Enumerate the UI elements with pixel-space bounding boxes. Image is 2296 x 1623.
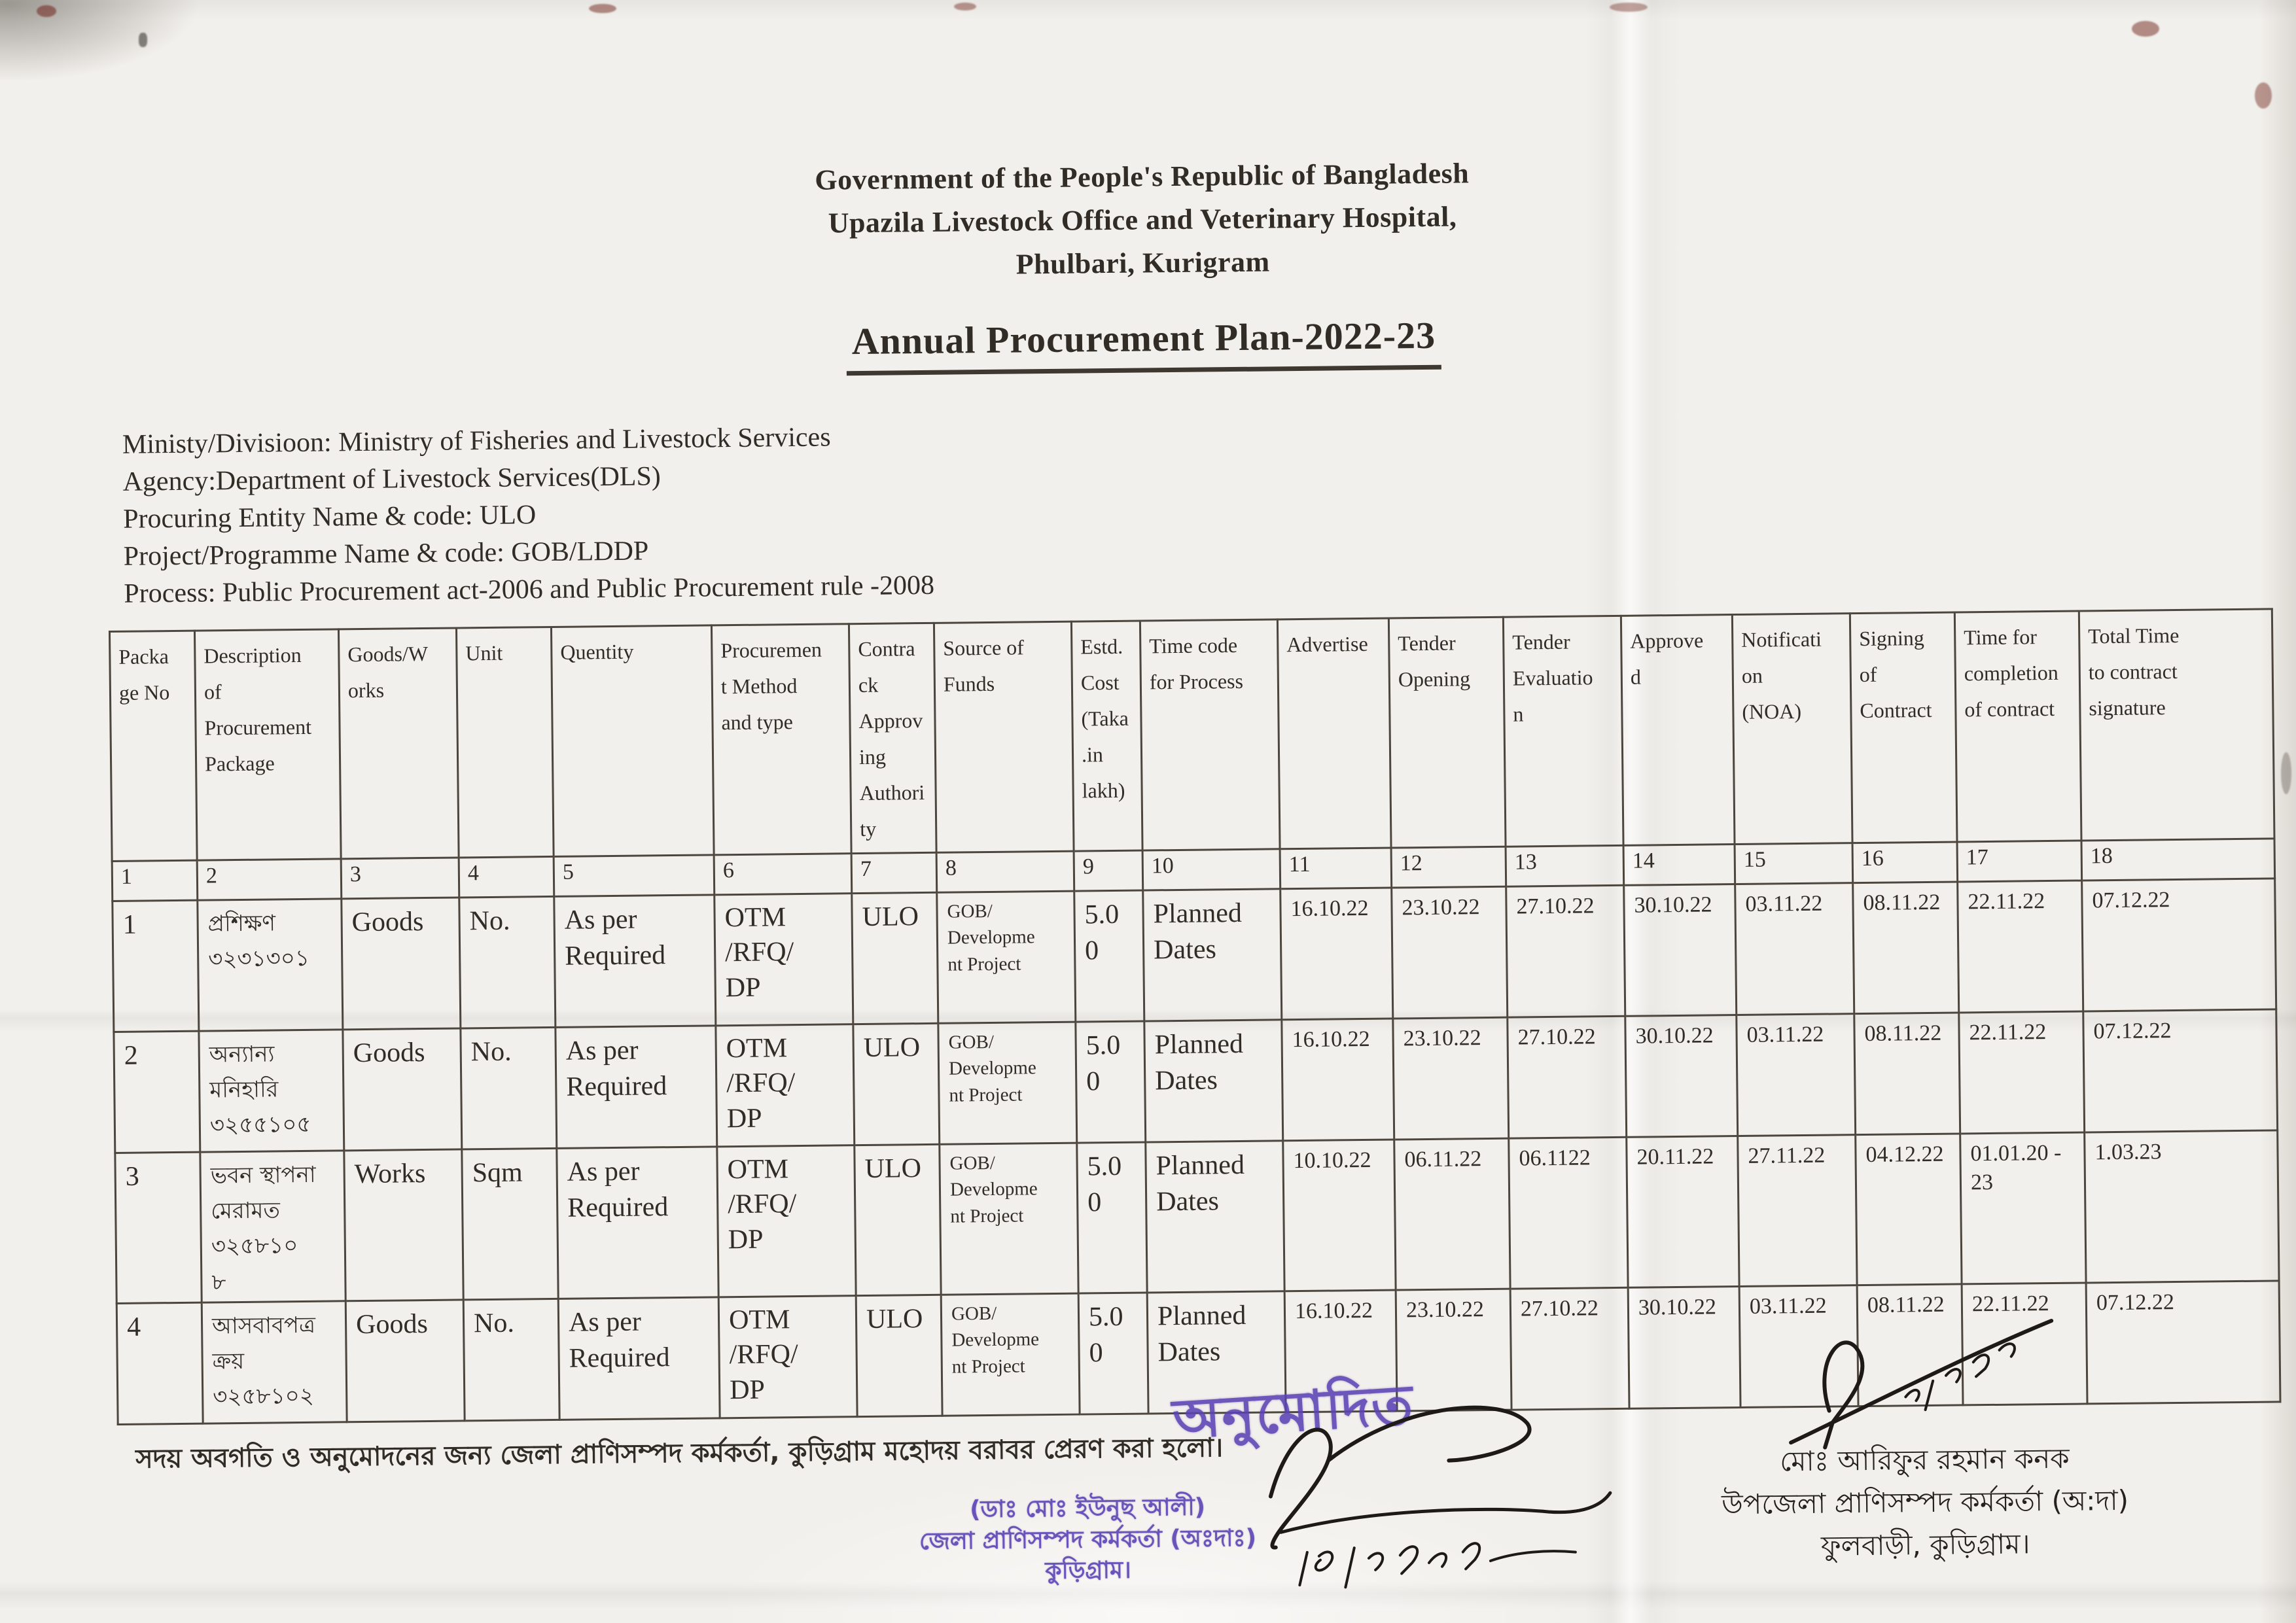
cell-total-time-row4: 07.12.22 [2086, 1280, 2280, 1403]
col-header-time-code: Time code for Process [1140, 619, 1280, 850]
col-number-source-of-funds: 8 [936, 851, 1074, 892]
cell-signing-of-contract-row4: 08.11.22 [1857, 1283, 1963, 1406]
cell-unit-row2: No. [461, 1027, 557, 1149]
forwarding-note: সদয় অবগতি ও অনুমোদনের জন্য জেলা প্রাণিসম্পদ কর্মকর্তা, কুড়িগ্রাম মহোদয় বরাবর প্রেরণ করা হলো। [135, 1432, 1224, 1475]
stamp-officer-district: কুড়িগ্রাম। [1045, 1556, 1132, 1585]
cell-estd-cost-row2: 5.0 0 [1076, 1021, 1146, 1143]
cell-advertise-row2: 16.10.22 [1282, 1019, 1394, 1141]
col-number-notification-noa: 15 [1735, 843, 1853, 884]
package-row-2 [114, 1009, 2278, 1153]
col-header-estd-cost: Estd. Cost (Taka .in lakh) [1071, 621, 1142, 851]
col-number-goods-works: 3 [341, 858, 459, 899]
meta-ministry: Ministy/Divisioon: Ministry of Fisheries and Livestock Services [122, 422, 831, 460]
procurement-plan-table [109, 608, 2282, 1425]
cell-source-of-funds-row1: GOB/ Developme nt Project [937, 891, 1076, 1023]
col-number-tender-opening: 12 [1391, 846, 1506, 888]
cell-time-code-row2: Planned Dates [1144, 1019, 1283, 1142]
col-number-unit: 4 [459, 856, 554, 898]
cell-time-code-row1: Planned Dates [1143, 888, 1282, 1021]
col-header-tender-opening: Tender Opening [1388, 617, 1506, 848]
col-header-goods-works: Goods/W orks [338, 628, 459, 859]
cell-estd-cost-row4: 5.0 0 [1078, 1293, 1148, 1414]
col-header-time-for-completion: Time for completion of contract [1954, 611, 2081, 842]
org-line-location: Phulbari, Kurigram [1016, 245, 1270, 281]
col-number-contract-approving-authority: 7 [851, 852, 937, 893]
cell-advertise-row4: 16.10.22 [1284, 1290, 1397, 1412]
cell-estd-cost-row1: 5.0 0 [1074, 890, 1144, 1022]
cell-notification-noa-row2: 03.11.22 [1737, 1013, 1856, 1136]
cell-description-row2: অন্যান্য মনিহারি ৩২৫৫১০৫ [199, 1029, 344, 1151]
cell-procurement-method-row4: OTM /RFQ/ DP [718, 1295, 857, 1418]
cell-approved-row2: 30.10.22 [1625, 1015, 1738, 1137]
title-wrap [0, 304, 2292, 385]
col-header-procurement-method: Procuremen t Method and type [711, 623, 851, 854]
right-officer-name: মোঃ আরিফুর রহমান কনক [1779, 1442, 2070, 1478]
col-header-tender-evaluation: Tender Evaluatio n [1503, 616, 1623, 846]
stamp-officer-name: (ডাঃ মোঃ ইউনুছ আলী) [969, 1493, 1206, 1524]
org-line-government: Government of the People's Republic of Bangladesh [815, 157, 1470, 196]
col-header-source-of-funds: Source of Funds [934, 621, 1074, 852]
col-number-description: 2 [197, 858, 342, 899]
cell-package-no-row1: 1 [113, 900, 199, 1032]
cell-contract-approving-authority-row2: ULO [853, 1023, 940, 1145]
col-header-description: Description of Procurement Package [194, 629, 341, 860]
cell-tender-opening-row2: 23.10.22 [1393, 1017, 1509, 1140]
right-officer-location: ফুলবাড়ী, কুড়িগ্রাম। [1820, 1527, 2030, 1562]
col-number-advertise: 11 [1280, 848, 1392, 889]
cell-goods-works-row4: Goods [345, 1299, 465, 1422]
table-header-row [109, 608, 2274, 861]
cell-package-no-row2: 2 [114, 1031, 200, 1153]
col-header-package-no: Packa ge No [109, 631, 197, 861]
col-header-unit: Unit [456, 627, 554, 857]
cell-tender-evaluation-row3: 06.1122 [1509, 1137, 1628, 1289]
officer-stamp-block [852, 1491, 1324, 1589]
stamp-officer-title: জেলা প্রাণিসম্পদ কর্মকর্তা (অঃদাঃ) [919, 1524, 1257, 1555]
cell-package-no-row3: 3 [115, 1152, 202, 1303]
cell-goods-works-row3: Works [344, 1149, 463, 1300]
col-header-quantity: Quentity [551, 625, 714, 856]
cell-time-for-completion-row2: 22.11.22 [1959, 1011, 2085, 1134]
cell-total-time-row2: 07.12.22 [2083, 1009, 2278, 1132]
cell-notification-noa-row4: 03.11.22 [1739, 1285, 1858, 1407]
cell-description-row4: আসবাবপত্র ক্রয় ৩২৫৮১০২ [202, 1300, 347, 1423]
cell-total-time-row3: 1.03.23 [2085, 1130, 2279, 1282]
cell-tender-opening-row3: 06.11.22 [1394, 1138, 1510, 1290]
approved-stamp: অনুমোদিত [1171, 1372, 1416, 1452]
cell-total-time-row1: 07.12.22 [2082, 878, 2276, 1011]
col-header-notification-noa: Notificati on (NOA) [1732, 613, 1852, 844]
col-number-quantity: 5 [554, 854, 715, 896]
cell-unit-row4: No. [463, 1299, 559, 1421]
cell-package-no-row4: 4 [116, 1302, 203, 1424]
cell-unit-row3: Sqm [462, 1148, 558, 1300]
cell-tender-opening-row4: 23.10.22 [1396, 1289, 1511, 1411]
cell-contract-approving-authority-row1: ULO [852, 892, 938, 1024]
cell-unit-row1: No. [459, 896, 556, 1028]
meta-agency: Agency:Department of Livestock Services(DLS) [122, 461, 662, 497]
package-row-1 [113, 878, 2276, 1032]
cell-time-code-row4: Planned Dates [1147, 1291, 1286, 1413]
cell-signing-of-contract-row3: 04.12.22 [1856, 1134, 1962, 1285]
cell-signing-of-contract-row1: 08.11.22 [1853, 882, 1959, 1014]
cell-estd-cost-row3: 5.0 0 [1077, 1142, 1147, 1293]
meta-project: Project/Programme Name & code: GOB/LDDP [123, 536, 649, 572]
cell-description-row1: প্রশিক্ষণ ৩২৩১৩০১ [198, 898, 343, 1030]
cell-procurement-method-row2: OTM /RFQ/ DP [716, 1024, 855, 1146]
col-number-signing-of-contract: 16 [1852, 842, 1958, 883]
col-number-procurement-method: 6 [714, 853, 852, 894]
col-header-signing-of-contract: Signing of Contract [1850, 612, 1957, 843]
cell-approved-row4: 30.10.22 [1628, 1286, 1740, 1408]
cell-notification-noa-row3: 27.11.22 [1738, 1134, 1857, 1286]
cell-goods-works-row1: Goods [342, 898, 461, 1030]
right-officer-title: উপজেলা প্রাণিসম্পদ কর্মকর্তা (অ:দা) [1721, 1484, 2129, 1521]
cell-signing-of-contract-row2: 08.11.22 [1854, 1013, 1960, 1135]
cell-goods-works-row2: Goods [343, 1028, 462, 1151]
cell-procurement-method-row1: OTM /RFQ/ DP [715, 893, 853, 1025]
col-header-advertise: Advertise [1277, 618, 1391, 849]
cell-description-row3: ভবন স্থাপনা মেরামত ৩২৫৮১০ ৮ [200, 1150, 345, 1302]
cell-source-of-funds-row2: GOB/ Developme nt Project [938, 1022, 1077, 1144]
col-number-time-code: 10 [1142, 848, 1280, 890]
col-number-total-time: 18 [2081, 838, 2275, 880]
col-number-time-for-completion: 17 [1957, 841, 2082, 882]
meta-block [122, 404, 2295, 613]
cell-approved-row1: 30.10.22 [1624, 884, 1737, 1016]
col-header-contract-approving-authority: Contra ck Approv ing Authori ty [849, 623, 936, 853]
cell-procurement-method-row3: OTM /RFQ/ DP [717, 1145, 856, 1297]
cell-tender-evaluation-row1: 27.10.22 [1506, 885, 1625, 1017]
col-number-package-no: 1 [112, 860, 198, 901]
cell-source-of-funds-row3: GOB/ Developme nt Project [940, 1143, 1078, 1295]
meta-procuring-entity: Procuring Entity Name & code: ULO [122, 500, 537, 535]
cell-quantity-row3: As per Required [557, 1146, 718, 1299]
cell-source-of-funds-row4: GOB/ Developme nt Project [941, 1293, 1080, 1416]
col-number-estd-cost: 9 [1074, 850, 1143, 891]
org-line-office: Upazila Livestock Office and Veterinary Hospital, [828, 200, 1457, 239]
col-number-approved: 14 [1623, 844, 1735, 885]
cell-advertise-row3: 10.10.22 [1283, 1140, 1396, 1291]
cell-quantity-row4: As per Required [558, 1297, 720, 1420]
cell-time-code-row3: Planned Dates [1146, 1140, 1284, 1292]
cell-time-for-completion-row1: 22.11.22 [1958, 881, 2083, 1013]
cell-time-for-completion-row3: 01.01.20 - 23 [1960, 1132, 2086, 1284]
cell-tender-evaluation-row2: 27.10.22 [1508, 1016, 1627, 1138]
meta-process: Process: Public Procurement act-2006 and Public Procurement rule -2008 [124, 570, 935, 610]
right-officer-block [1669, 1436, 2181, 1569]
cell-quantity-row2: As per Required [556, 1025, 717, 1148]
cell-contract-approving-authority-row3: ULO [855, 1144, 941, 1295]
document-title: Annual Procurement Plan-2022-23 [846, 313, 1441, 376]
col-header-total-time: Total Time to contract signature [2079, 608, 2274, 840]
cell-advertise-row1: 16.10.22 [1280, 888, 1393, 1020]
col-number-tender-evaluation: 13 [1506, 845, 1624, 886]
cell-approved-row3: 20.11.22 [1627, 1136, 1739, 1287]
letterhead [0, 143, 2291, 297]
cell-tender-opening-row1: 23.10.22 [1392, 886, 1508, 1019]
cell-quantity-row1: As per Required [554, 894, 716, 1027]
cell-notification-noa-row1: 03.11.22 [1735, 882, 1854, 1015]
col-header-approved: Approve d [1621, 614, 1735, 845]
cell-time-for-completion-row4: 22.11.22 [1962, 1283, 2087, 1405]
cell-tender-evaluation-row4: 27.10.22 [1510, 1287, 1629, 1410]
package-row-3 [115, 1130, 2279, 1303]
cell-contract-approving-authority-row4: ULO [856, 1295, 942, 1416]
